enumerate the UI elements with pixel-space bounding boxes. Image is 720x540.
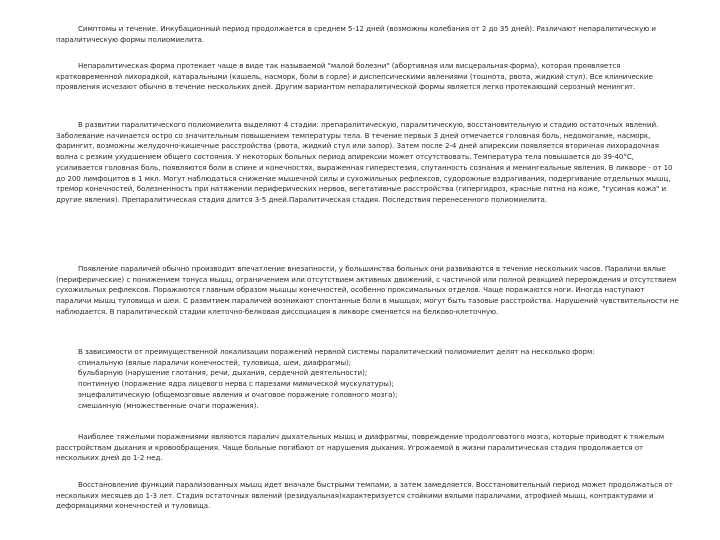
paragraph-nonparalytic-form: Непаралитическая форма протекает чаще в виде так называемой "малой болезни" (абортивная или висцеральная форма), которая проявляется кратковременной лихорадкой, катаральными (кашель, насморк, боли в горле) и диспепсическими явлениями (тошнота, рвота, жидкий стул). Все клинические проявления исчезают обычно в течение нескольких дней. Другим вариантом непаралитической формы является легко протекающий серозный менингит. [56, 61, 653, 92]
paragraph-forms-list [56, 347, 680, 411]
paragraph-severe-lesions: Наиболее тяжелыми поражениями являются паралич дыхательных мышц и диафрагмы, повреждение продолговатого мозга, которые приводят к тяжелым расстройствам дыхания и кровообращения. Чаще больные погибают от нарушения дыхания. Угрожаемой в жизни паралитическая стадия продолжается от нескольких дней до 1-2 нед. [56, 432, 665, 463]
forms-list-intro: В зависимости от преимущественной локализации поражений нервной системы паралитический полиомиелит делят на несколько форм: [78, 347, 595, 356]
paragraph-paralytic-stages: В развитии паралитического полиомиелита выделяют 4 стадии: препаралитическую, паралитическую, восстановительную и стадию остаточных явлений. Заболевание начинается остро со значительным повышением температуры тела. В течение первых 3 дней отмечается головная боль, недомогание, насморк, фарингит, возможны желудочно-кишечные расстройства (рвота, жидкий стул или запор). Затем после 2-4 дней апирексии появляется вторичная лихорадочная волна с резким ухудшением общего состояния. У некоторых больных период апирексии может отсутствовать. Температура тела повышается до 39-40°C, усиливается головная боль, появляются боли в спине и конечностях, выраженная гиперестезия, спутанность сознания и менингеальные явления. В ликворе - от 10 до 200 лимфоцитов в 1 мкл. Могут наблюдаться снижение мышечной силы и сухожильных рефлексов, судорожные вздрагивания, подергивание отдельных мышц, тремор конечностей, болезненность при натяжении периферических нервов, вегетативные расстройства (гипергидроз, красные пятна на коже, "гусиная кожа" и другие явления). Препаралитическая стадия длится 3-5 дней.Паралитическая стадия. Последствия перенесенного полиомиелита. [56, 120, 673, 204]
paragraph-recovery: Восстановление функций парализованных мышц идет вначале быстрыми темпами, а затем замедляется. Восстановительный период может продолжаться от нескольких месяцев до 1-3 лет. Стадия остаточных явлений (резидуальная)характеризуется стойкими вялыми параличами, атрофией мышц, контрактурами и деформациями конечностей и туловища. [56, 480, 673, 511]
paragraph-symptoms-course: Симптомы и течение. Инкубационный период продолжается в среднем 5-12 дней (возможны колебания от 2 до 35 дней). Различают непаралитическую и паралитическую формы полиомиелита. [56, 24, 656, 44]
list-item: энцефалитическую (общемозговые явления и очаговое поражение головного мозга); [78, 389, 398, 399]
list-item: спинальную (вялые параличи конечностей, туловища, шеи, диафрагмы); [78, 357, 352, 367]
list-item: смешанную (множественные очаги поражения). [78, 400, 259, 410]
list-item: бульбарную (нарушение глотания, речи, дыхания, сердечной деятельности); [78, 368, 368, 378]
list-item: понтинную (поражение ядра лицевого нерва с парезами мимической мускулатуры); [78, 379, 394, 389]
paragraph-paralysis-onset: Появление параличей обычно производит впечатление внезапности, у большинства больных они развиваются в течение нескольких часов. Параличи вялые (периферические) с понижением тонуса мышц, ограничением или отсутствием активных движений, с частичной или полной реакцией перерождения и отсутствием сухожильных рефлексов. Поражаются главным образом мышцы конечностей, особенно проксимальных отделов. Чаще поражаются ноги. Иногда наступают параличи мышц туловища и шеи. С развитием параличей возникают спонтанные боли в мышцах; могут быть тазовые расстройства. Нарушений чувствительности не наблюдается. В паралитической стадии клеточно-белковая диссоциация в ликворе сменяется на белково-клеточную. [56, 264, 679, 316]
